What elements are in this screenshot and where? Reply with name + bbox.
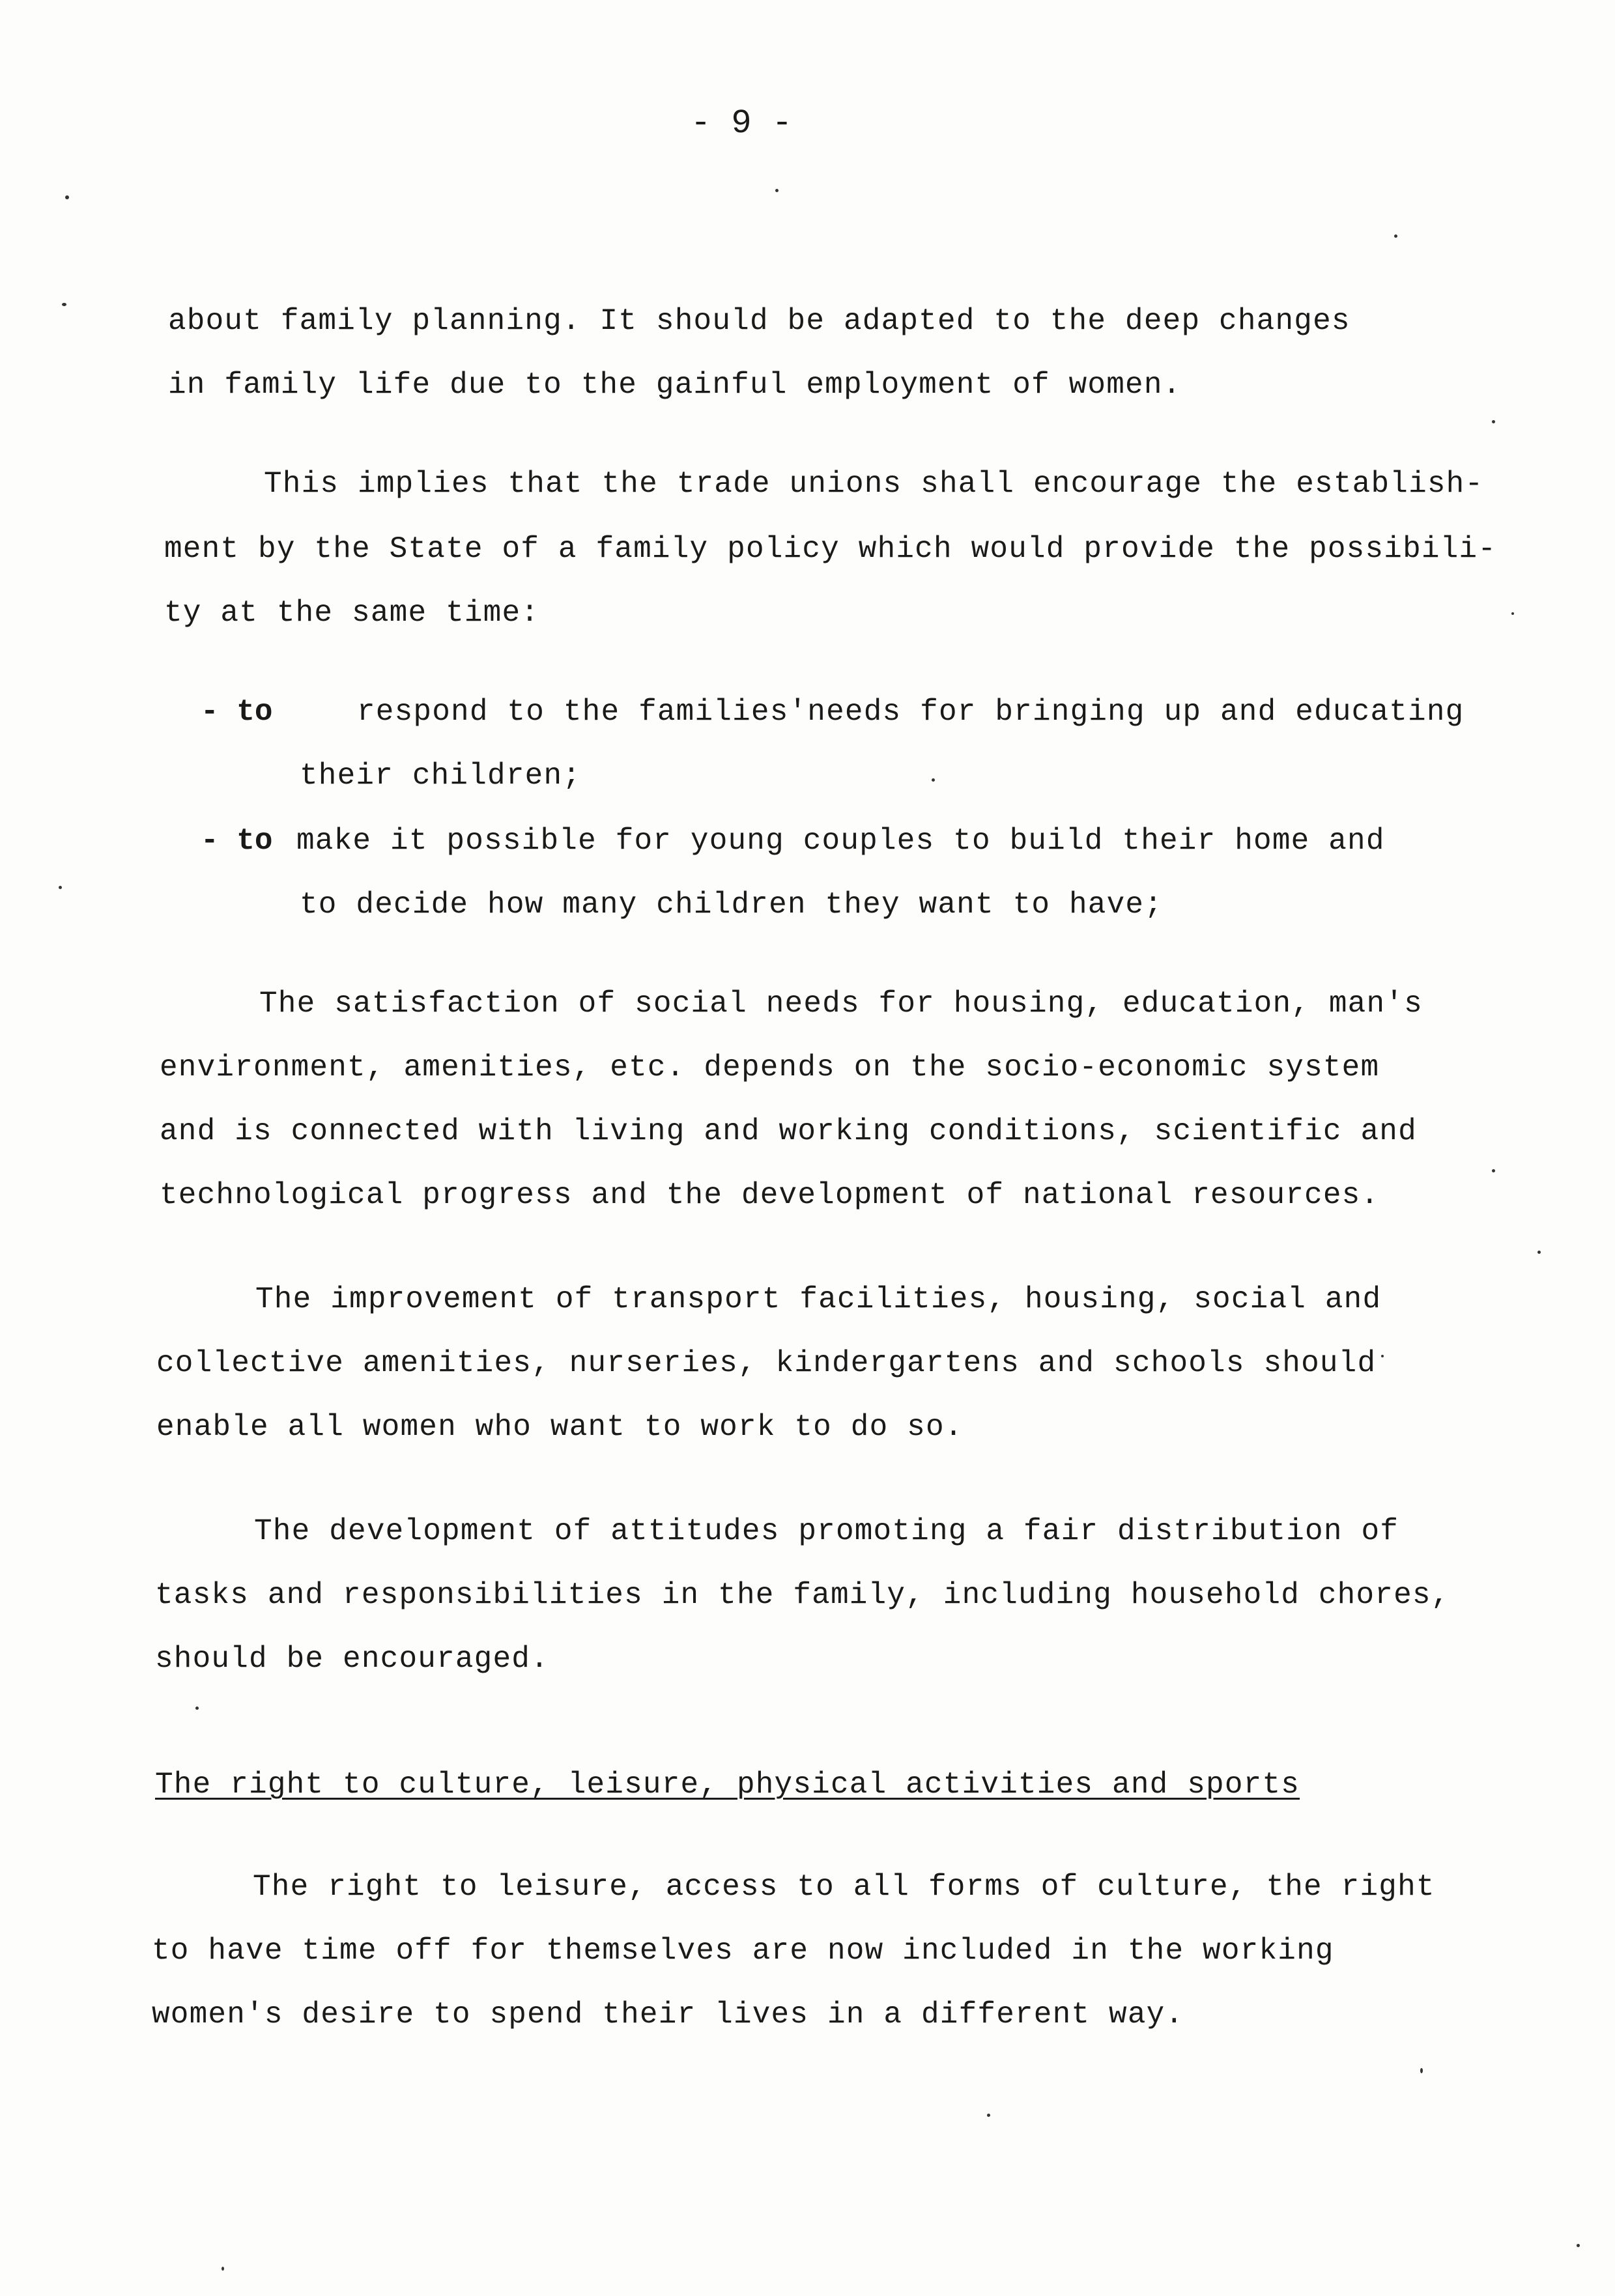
scan-speck — [62, 303, 66, 306]
paragraph-1-line-1: about family planning. It should be adapted to the deep changes — [168, 304, 1351, 338]
paragraph-4-line-3: enable all women who want to work to do so. — [156, 1410, 964, 1444]
paragraph-2-line-2: ment by the State of a family policy which would provide the possibili- — [164, 532, 1497, 566]
scan-speck — [1577, 2244, 1580, 2247]
scan-speck — [987, 2114, 990, 2117]
scan-speck — [1394, 234, 1397, 238]
paragraph-4-line-1: The improvement of transport facilities, housing, social and — [255, 1283, 1382, 1316]
list-item-2-line-1: make it possible for young couples to build their home and — [296, 824, 1385, 858]
section-heading: The right to culture, leisure, physical activities and sports — [155, 1768, 1300, 1802]
page-number: - 9 - — [691, 104, 793, 143]
paragraph-5-line-3: should be encouraged. — [155, 1642, 549, 1676]
scan-speck — [1420, 2068, 1423, 2073]
paragraph-2-line-1: This implies that the trade unions shall encourage the establish- — [264, 467, 1484, 501]
scan-speck — [1511, 612, 1514, 615]
paragraph-6-line-2: to have time off for themselves are now included in the working — [152, 1934, 1334, 1968]
scan-speck — [1492, 420, 1495, 423]
paragraph-6-line-1: The right to leisure, access to all forms of culture, the right — [253, 1870, 1435, 1904]
list-bullet-1: - to — [201, 695, 273, 729]
paragraph-3-line-4: technological progress and the development of national resources. — [160, 1178, 1380, 1212]
paragraph-2-line-3: ty at the same time: — [164, 596, 540, 630]
list-item-1-line-1: respond to the families'needs for bringing up and educating — [357, 695, 1465, 729]
list-item-1-line-2: their children; — [300, 759, 582, 793]
paragraph-5-line-2: tasks and responsibilities in the family, including household chores, — [155, 1578, 1450, 1612]
scan-speck — [932, 778, 935, 782]
list-bullet-2: - to — [201, 824, 273, 858]
paragraph-1-line-2: in family life due to the gainful employment of women. — [168, 368, 1182, 402]
paragraph-3-line-2: environment, amenities, etc. depends on the socio-economic system — [160, 1051, 1380, 1084]
scan-speck — [1537, 1251, 1541, 1254]
paragraph-5-line-1: The development of attitudes promoting a fair distribution of — [254, 1514, 1399, 1548]
list-item-2-line-2: to decide how many children they want to have; — [300, 888, 1164, 922]
scan-speck — [195, 1707, 199, 1710]
scan-speck — [1381, 1355, 1384, 1357]
scan-speck — [1492, 1169, 1495, 1172]
paragraph-6-line-3: women's desire to spend their lives in a different way. — [152, 1998, 1184, 2032]
scan-speck — [59, 886, 62, 889]
paragraph-4-line-2: collective amenities, nurseries, kindergartens and schools should — [156, 1346, 1377, 1380]
scan-speck — [775, 189, 779, 192]
scan-speck — [65, 195, 69, 199]
scan-speck — [222, 2267, 224, 2271]
paragraph-3-line-3: and is connected with living and working conditions, scientific and — [160, 1114, 1417, 1148]
paragraph-3-line-1: The satisfaction of social needs for housing, education, man's — [259, 987, 1423, 1021]
